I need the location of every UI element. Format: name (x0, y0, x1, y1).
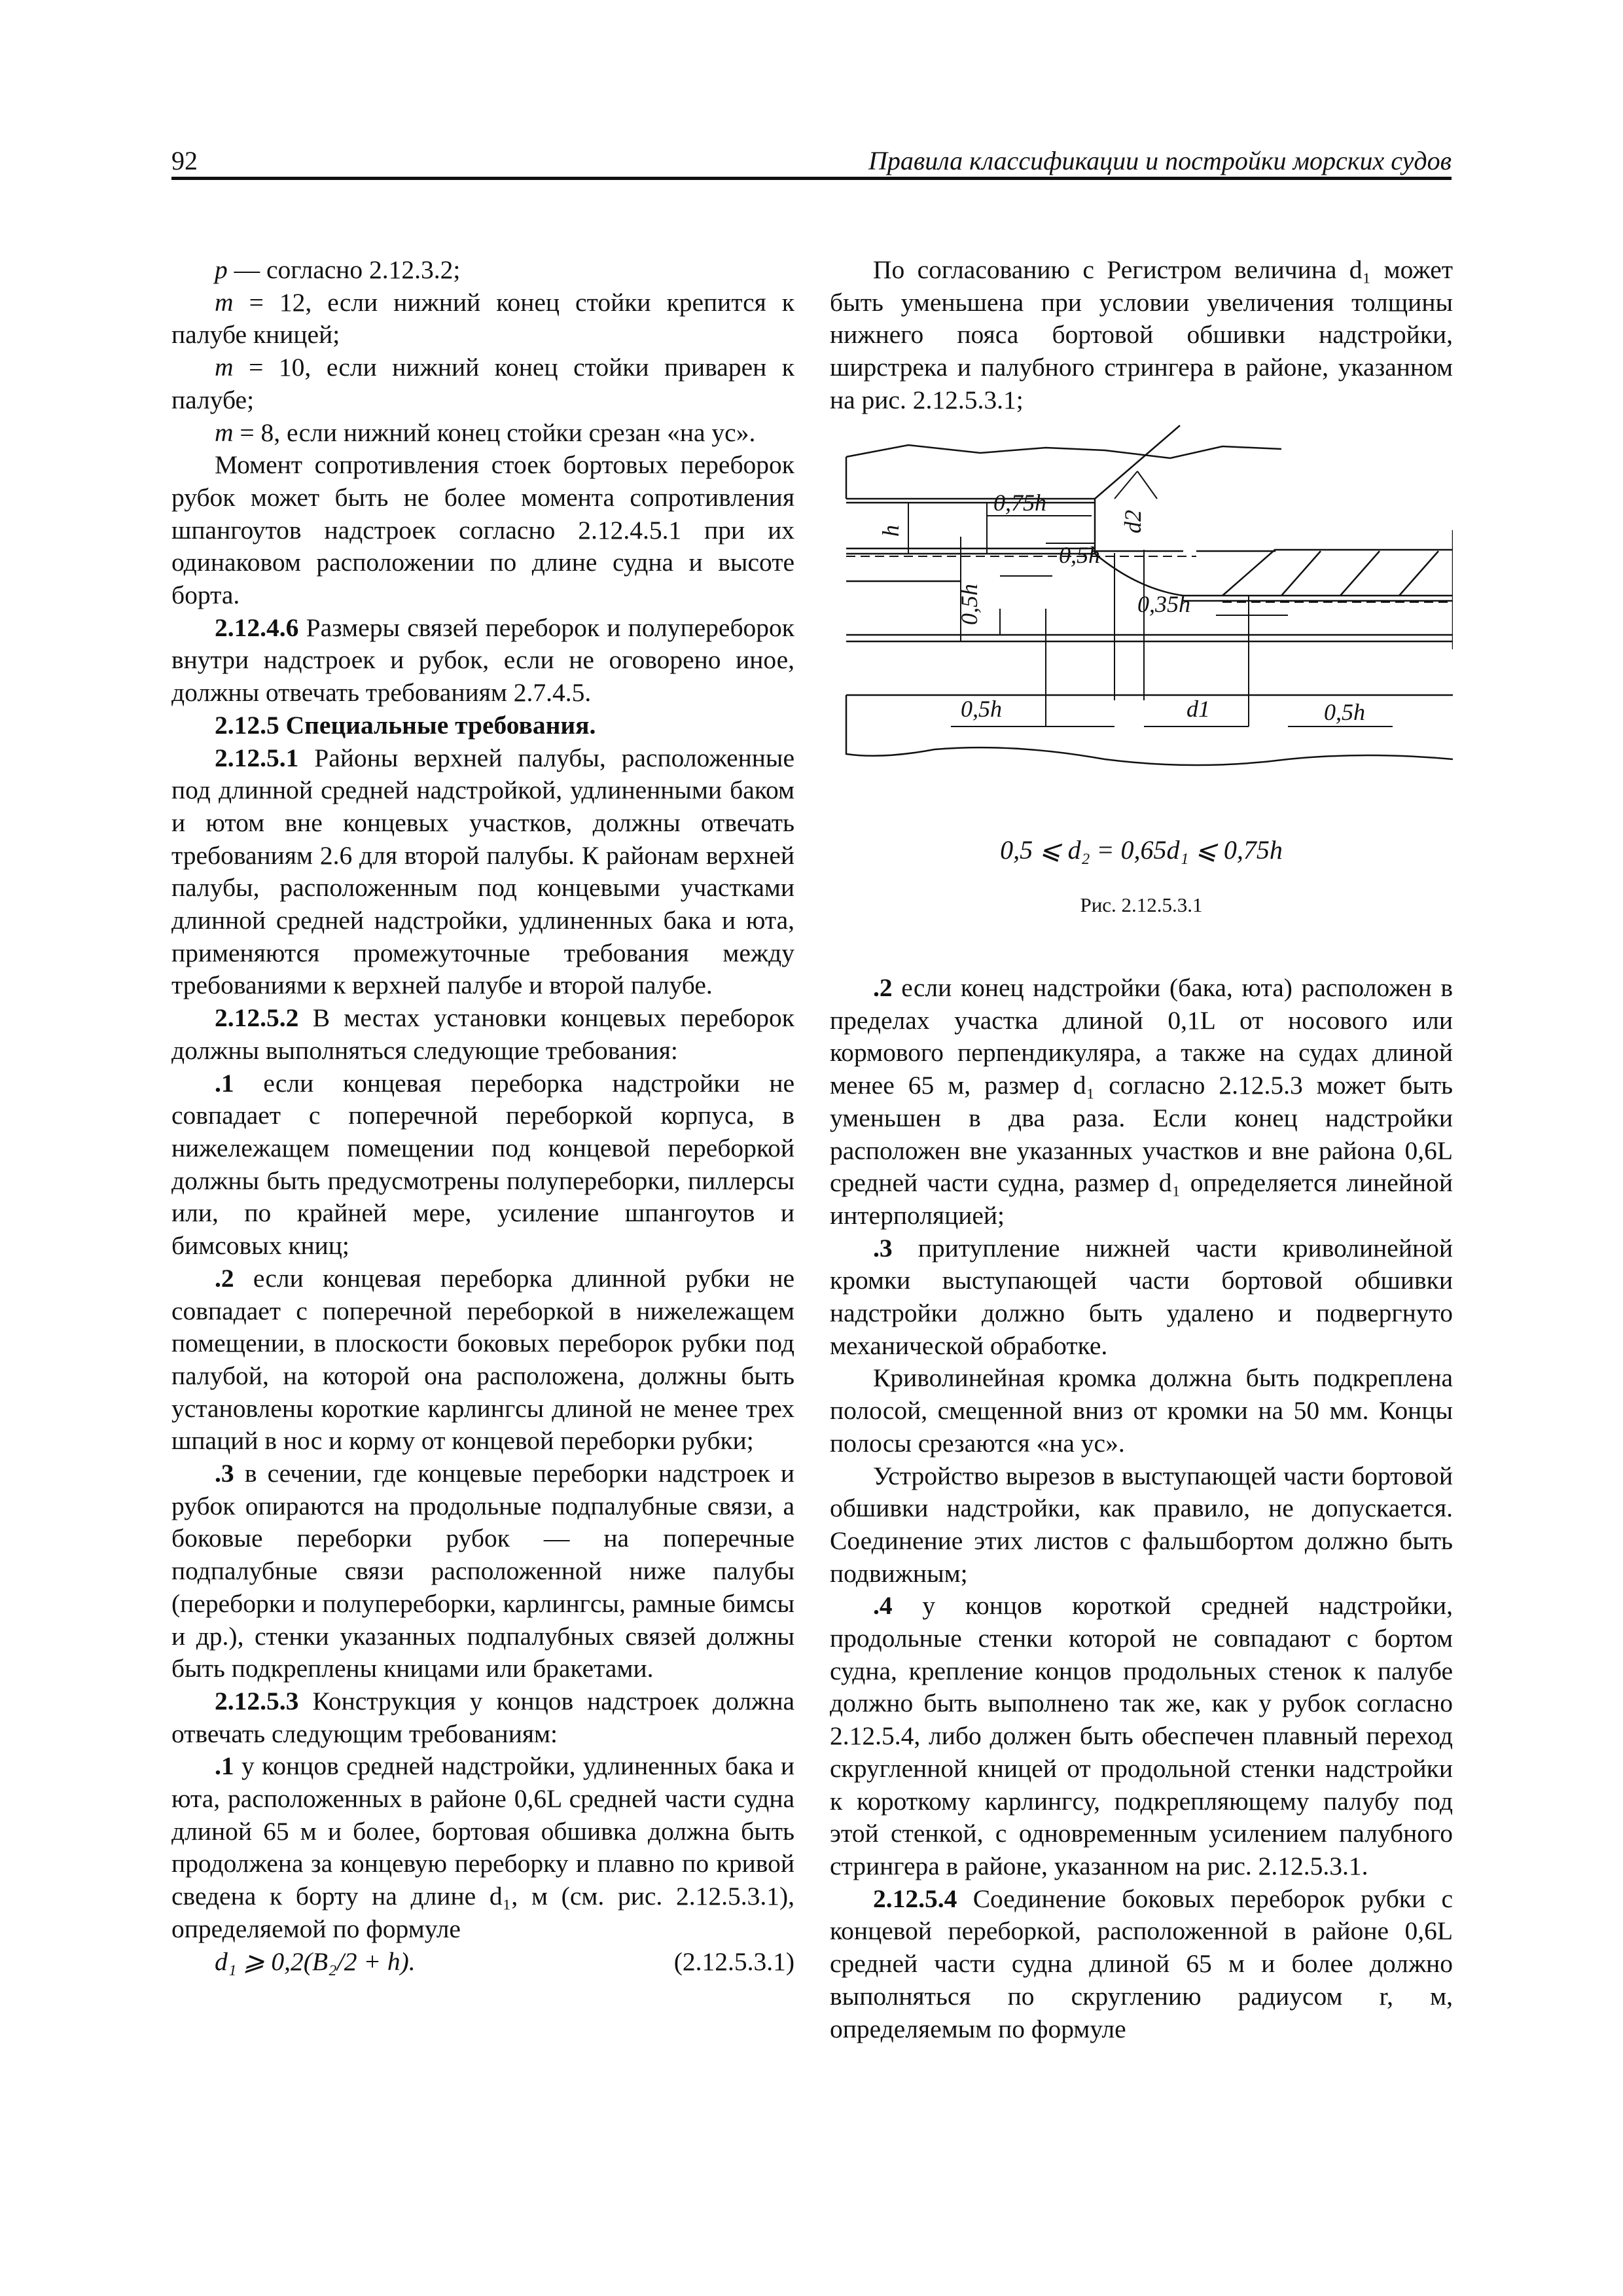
figure-caption: Рис. 2.12.5.3.1 (1080, 893, 1203, 916)
paragraph: Момент сопротивления стоек бортовых переборок рубок может быть не более момента сопротивления шпангоутов надстроек согласно 2.12.4.5.1 при их одинаковом расположении по длине судна и высоте борта. (171, 450, 794, 610)
paragraph: 2.12.5.3 Конструкция у концов надстроек должна отвечать следующим требованиям: (171, 1686, 794, 1748)
paragraph: .2 если концевая переборка длинной рубки не совпадает с поперечной переборкой в нижележащем помещении, в плоскости боковых переборок рубки под палубой, на которой она расположена, должны быть установлены короткие карлингсы длиной не менее трех шпаций в нос и корму от концевой переборки рубки; (171, 1263, 794, 1456)
label-05h-mid: 0,5h (1059, 542, 1100, 568)
label-h: h (878, 525, 904, 537)
left-column (171, 254, 794, 1978)
figure-formula: 0,5 ⩽ d₂ = 0,65d₁ ⩽ 0,75h (1000, 835, 1283, 865)
paragraph: .1 если концевая переборка надстройки не совпадает с поперечной переборкой корпуса, в нижележащем помещении под концевой переборкой должны быть предусмотрены полупереборки, пиллерсы или, по крайней мере, усиление шпангоутов и бимсовых книц; (171, 1068, 794, 1261)
paragraph: По согласованию с Регистром величина d₁ может быть уменьшена при условии увеличения толщины нижнего пояса бортовой обшивки надстройки, ширстрека и палубного стрингера в районе, указанном на рис. 2.12.5.3.1; (830, 255, 1453, 414)
paragraph: .4 у концов короткой средней надстройки, продольные стенки которой не совпадают с бортом судна, крепление концов продольных стенок к палубе должно быть выполнено так же, как у рубок согласно 2.12.5.4, либо должен быть обеспечен плавный переход скругленной кницей от продольной стенки надстройки к короткому карлингсу, подкрепляющему палубу под этой стенкой, с одновременным усилением палубного стрингера в районе, указанном на рис. 2.12.5.3.1. (830, 1591, 1453, 1880)
figure-2-12-5-3-1 (830, 419, 1453, 825)
paragraph: .3 притупление нижней части криволинейной кромки выступающей части бортовой обшивки надстройки должно быть удалено и подвергнуто механической обработке. (830, 1233, 1453, 1360)
section-heading: 2.12.5 Специальные требования. (215, 710, 596, 740)
label-d1: d1 (1186, 696, 1210, 722)
paragraph: 2.12.5.4 Соединение боковых переборок рубки с концевой переборкой, расположенной в районе 0,6L средней части судна длиной 65 м и более должно выполняться по скруглению радиусом r, м, определяемым по формуле (830, 1884, 1453, 2043)
paragraph: 2.12.4.6 Размеры связей переборок и полупереборок внутри надстроек и рубок, если не оговорено иное, должны отвечать требованиям 2.7.4.5. (171, 613, 794, 708)
paragraph: .2 если конец надстройки (бака, юта) расположен в пределах участка длиной 0,1L от носового или кормового перпендикуляра, а также на судах длиной менее 65 м, размер d₁ согласно 2.12.5.3 может быть уменьшен в два раза. Если конец надстройки расположен вне указанных участков и вне района 0,6L средней части судна, размер d₁ определяется линейной интерполяцией; (830, 973, 1453, 1230)
paragraph: 2.12.5.2 В местах установки концевых переборок должны выполняться следующие требования: (171, 1003, 794, 1065)
formula: d₁ ⩾ 0,2(B₂/2 + h). (2.12.5.3.1) (215, 1946, 794, 1976)
paragraph: .3 в сечении, где концевые переборки надстроек и рубок опираются на продольные подпалубные связи, а боковые переборки рубок — на поперечные подпалубные связи расположенной ниже палубы (переборки и полупереборки, карлингсы, рамные бимсы и др.), стенки указанных подпалубных связей должны быть подкреплены кницами или бракетами. (171, 1459, 794, 1683)
paragraph: .1 у концов средней надстройки, удлиненных бака и юта, расположенных в районе 0,6L средней части судна длиной 65 м и более, бортовая обшивка должна быть продолжена за концевую переборку и плавно по кривой сведена к борту на длине d₁, м (см. рис. 2.12.5.3.1), определяемой по формуле (171, 1751, 794, 1943)
header-rule (171, 177, 1452, 180)
label-035h: 0,35h (1137, 591, 1190, 617)
paragraph: Устройство вырезов в выступающей части бортовой обшивки надстройки, как правило, не допускается. Соединение этих листов с фальшбортом должно быть подвижным; (830, 1461, 1453, 1588)
label-05h-left: 0,5h (961, 696, 1002, 722)
running-title: Правила классификации и постройки морских судов (868, 146, 1452, 175)
right-column (830, 254, 1453, 417)
paragraph: m = 10, если нижний конец стойки приварен к палубе; (171, 353, 794, 414)
paragraph: p — согласно 2.12.3.2; (215, 255, 461, 284)
label-05h-vertical: 0,5h (956, 584, 982, 625)
page-number: 92 (171, 146, 198, 175)
label-05h-right: 0,5h (1324, 699, 1365, 725)
right-column-lower (830, 972, 1453, 2045)
paragraph: Криволинейная кромка должна быть подкреплена полосой, смещенной вниз от кромки на 50 мм. Концы полосы срезаются «на ус». (830, 1363, 1453, 1458)
label-d2: d2 (1120, 510, 1146, 533)
paragraph: 2.12.5.1 Районы верхней палубы, расположенные под длинной средней надстройкой, удлиненными баком и ютом вне концевых участков, должны отвечать требованиям 2.6 для второй палубы. К районам верхней палубы, расположенным под концевыми участками длинной средней надстройки, удлиненных бака и юта, применяются промежуточные требования между требованиями к верхней палубе и второй палубе. (171, 743, 794, 1000)
label-075h: 0,75h (993, 490, 1046, 516)
paragraph: m = 8, если нижний конец стойки срезан «на ус». (215, 418, 756, 447)
paragraph: m = 12, если нижний конец стойки крепится к палубе кницей; (171, 287, 794, 350)
